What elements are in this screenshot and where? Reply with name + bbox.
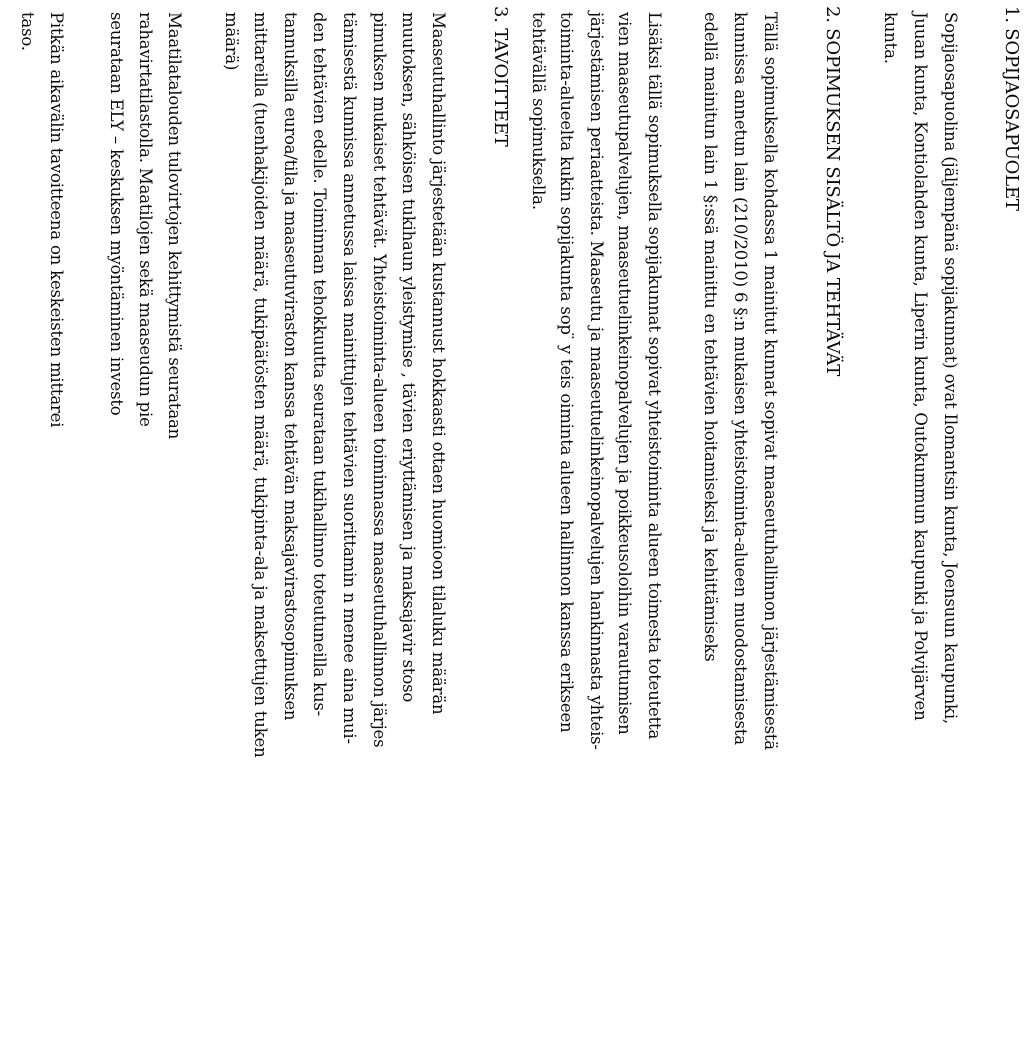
text-line: taso. xyxy=(18,12,37,51)
text-line: kunnissa annetun lain (210/2010) 6 §:n mukaisen yhteistoiminta-alueen muodostamisesta xyxy=(731,12,750,745)
text-line: Pitkän aikavälin tavoitteena on keskeisten mittarei xyxy=(47,12,66,428)
text-line: vien maaseutupalvelujen, maaseutuelinkeinopalvelujen ja poikkeusoloihin varautumisen xyxy=(615,12,634,735)
text-line: pimuksen mukaiset tehtävät. Yhteistoiminta-alueen toiminnassa maaseutuhallinnon järjes xyxy=(370,12,389,748)
text-line: Lisäksi tällä sopimuksella sopijakunnat sopivat yhteistoiminta alueen toimesta toteutetta xyxy=(645,12,664,740)
text-line: rahavirtatilastolla. Maatilojen sekä maaseudun pie xyxy=(136,12,155,427)
text-line: Sopijaosapuolina (jäljempänä sopijakunnat) ovat Ilomantsin kunta, Joensuun kaupunki, xyxy=(941,12,960,724)
text-line: mittareilla (tuenhakijoiden määrä, tukipäätösten määrä, tukipinta-ala ja maksettujen tuken xyxy=(251,12,270,758)
text-line: Juuan kunta, Kontiolahden kunta, Liperin kunta, Outokummun kaupunki ja Polvijärven xyxy=(911,12,930,721)
text-line: toiminta-alueelta kukin sopijakunta sop ̈ y teis oiminta alueen hallinnon kanssa erikseen xyxy=(557,12,576,733)
text-line: Tällä sopimuksella kohdassa 1 mainitut kunnat sopivat maaseutuhallinnon järjestämisestä xyxy=(761,12,780,750)
text-line: edellä mainitun lain 1 §:ssä mainittu en tehtävien hoitamiseksi ja kehittämiseks xyxy=(701,12,720,662)
text-line: kunta. xyxy=(881,12,900,64)
heading-tavoitteet: 3. TAVOITTEET xyxy=(490,6,511,147)
text-line: Maaseutuhallinto järjestetään kustannust hokkaasti ottaen huomioon tilaluku määrän xyxy=(429,12,448,715)
text-line: tehtävällä sopimuksella. xyxy=(529,12,548,210)
text-line: muutoksen, sähköisen tukihaun yleistymise , tävien eriyttämisen ja maksajavir stoso xyxy=(399,12,418,703)
text-line: tannuksilla euroa/tila ja maaseutuviraston kanssa tehtävän maksajavirastosopimuksen xyxy=(281,12,300,721)
heading-sopimuksen-sisalto: 2. SOPIMUKSEN SISÄLTÖ JA TEHTÄVÄT xyxy=(822,6,843,377)
text-line: seurataan ELY – keskuksen myöntäminen investo xyxy=(107,12,126,416)
text-line: tämisestä kunnissa annetussa laissa mainittujen tehtävien suorittamin n menee aina mui- xyxy=(340,12,359,744)
heading-sopijaosapuolet: 1. SOPIJAOSAPUOLET xyxy=(1001,6,1022,211)
text-line: järjestämisen periaatteista. Maaseutu ja maaseutuelinkeinopalvelujen hankinnasta yhteis- xyxy=(587,12,606,750)
text-line: määrä) xyxy=(222,12,241,71)
text-line: Maatilatalouden tulovirtojen kehittymistä seurataan xyxy=(165,12,184,440)
text-line: den tehtävien edelle. Toiminnan tehokkuutta seurataan tukihallinno toteutuneilla kus- xyxy=(310,12,329,717)
